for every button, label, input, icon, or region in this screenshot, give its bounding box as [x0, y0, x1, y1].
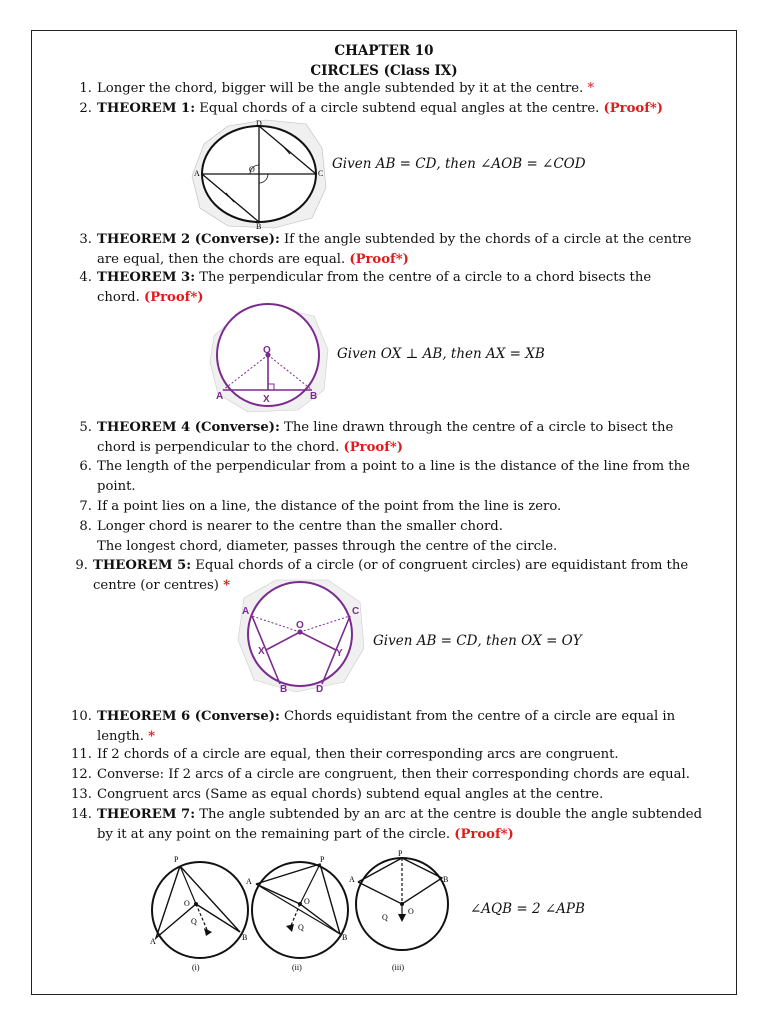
proof-marker: (Proof*) [454, 826, 514, 842]
list-item-number: 5. [79, 420, 92, 435]
list-item-line [97, 785, 603, 805]
list-item-line [97, 727, 155, 747]
label-b: B [242, 933, 248, 942]
label-x: X [258, 646, 265, 657]
item-text: If the angle subtended by the chords of a circle at the centre [279, 232, 692, 247]
item-text: chord. [97, 289, 144, 305]
item-text: Equal chords of a circle (or of congruent circles) are equidistant from the [191, 558, 689, 573]
item-text: The perpendicular from the centre of a circle to a chord bisects the [195, 270, 652, 285]
list-item-number: 13. [71, 787, 92, 802]
proof-marker: (Proof*) [349, 251, 409, 267]
list-item-line [97, 745, 619, 765]
item-text: centre (or centres) [93, 577, 224, 593]
label-q: Q [191, 917, 197, 926]
list-item-number: 9. [75, 558, 88, 573]
chapter-title: CHAPTER 10 [334, 43, 434, 59]
label-a: A [349, 875, 355, 884]
caption-fig1: Given 𝐴𝐵 = 𝐶𝐷, then ∠𝐴𝑂𝐵 = ∠𝐶𝑂𝐷 [332, 156, 586, 172]
list-item-line [97, 805, 702, 825]
item-text: The length of the perpendicular from a point to a line is the distance of the line from the [97, 459, 690, 474]
label-p: P [320, 855, 325, 864]
item-text: Longer the chord, bigger will be the angle subtended by it at the centre. [97, 81, 588, 96]
caption-fig2: Given 𝑂𝑋 ⊥ 𝐴𝐵, then 𝐴𝑋 = 𝑋𝐵 [337, 346, 545, 362]
circle-case-iii [349, 849, 448, 972]
sub-label-i: (i) [192, 963, 200, 972]
label-x: X [263, 394, 270, 405]
label-y: Y [336, 648, 343, 659]
label-q: Q [382, 913, 388, 922]
theorem-label: THEOREM 2 (Converse): [97, 232, 280, 247]
theorem-label: THEOREM 3: [97, 270, 196, 285]
circle-case-i [150, 855, 248, 972]
label-p: P [174, 855, 179, 864]
item-text: Longer chord is nearer to the centre than the smaller chord. [97, 519, 503, 534]
caption-fig3: Given 𝐴𝐵 = 𝐶𝐷, then 𝑂𝑋 = 𝑂𝑌 [373, 633, 582, 649]
caption-fig4: ∠𝐴𝑄𝐵 = 2 ∠𝐴𝑃𝐵 [470, 901, 585, 917]
list-item-line [97, 230, 692, 250]
label-p: P [398, 849, 403, 858]
item-text: If a point lies on a line, the distance of the point from the line is zero. [97, 499, 562, 514]
list-item-line [97, 497, 561, 517]
proof-marker: (Proof*) [603, 101, 664, 116]
item-text: Equal chords of a circle subtend equal angles at the centre. [195, 101, 604, 116]
item-text: The line drawn through the centre of a circle to bisect the [279, 420, 674, 435]
theorem-label: THEOREM 5: [93, 558, 192, 573]
list-item-line [93, 576, 230, 596]
label-o: O [184, 899, 190, 908]
list-item-line [97, 825, 514, 845]
figure-angle-at-centre [146, 848, 466, 978]
label-a: A [242, 606, 250, 617]
item-text: chord is perpendicular to the chord. [97, 439, 344, 455]
star-marker: * [587, 81, 595, 96]
list-item-number: 7. [79, 499, 92, 514]
proof-marker: * [148, 728, 156, 744]
item-text: Congruent arcs (Same as equal chords) subtend equal angles at the centre. [97, 787, 604, 802]
item-text: Chords equidistant from the centre of a circle are equal in [279, 709, 676, 724]
list-item-line [97, 250, 409, 270]
list-item-number: 12. [71, 767, 92, 782]
label-o: O [408, 907, 414, 916]
label-a: A [246, 877, 252, 886]
list-item-line [97, 268, 651, 288]
label-b: B [256, 222, 262, 231]
label-o: O [296, 620, 304, 631]
list-item-number: 8. [79, 519, 92, 534]
list-item-line [93, 556, 688, 576]
figure-equal-chords [188, 118, 328, 230]
item-text: are equal, then the chords are equal. [97, 251, 350, 267]
list-item-number: 10. [71, 709, 92, 724]
label-c: C [318, 169, 324, 178]
item-text: The angle subtended by an arc at the centre is double the angle subtended [195, 807, 703, 822]
label-a: A [150, 937, 156, 946]
list-item-number: 4. [79, 270, 92, 285]
item-text: length. [97, 728, 149, 744]
sub-label-ii: (ii) [292, 963, 302, 972]
item-text: Converse: If 2 arcs of a circle are congruent, then their corresponding chords are equal. [97, 767, 690, 782]
item-text: point. [97, 478, 136, 494]
proof-marker: (Proof*) [343, 439, 404, 455]
list-item-line [97, 477, 136, 497]
list-item-line [97, 99, 663, 119]
proof-marker: (Proof*) [143, 289, 204, 305]
label-b: B [443, 875, 449, 884]
label-o: O [249, 165, 255, 174]
theorem-label: THEOREM 4 (Converse): [97, 420, 280, 435]
list-item-number: 14. [71, 807, 92, 822]
list-item-line [97, 418, 673, 438]
label-q: Q [298, 923, 304, 932]
list-item-line [97, 438, 403, 458]
proof-marker: * [223, 577, 230, 593]
label-b: B [342, 933, 348, 942]
label-o: O [263, 345, 271, 356]
label-c: C [352, 606, 360, 617]
label-d: D [316, 684, 324, 695]
item-text: by it at any point on the remaining part of the circle. [97, 826, 455, 842]
chapter-subtitle: CIRCLES (Class IX) [310, 63, 458, 79]
list-item-line [97, 765, 690, 785]
figure-perpendicular-bisector [208, 306, 330, 414]
label-o: O [304, 897, 310, 906]
theorem-label: THEOREM 6 (Converse): [97, 709, 280, 724]
label-a: A [194, 169, 200, 178]
label-a: A [216, 391, 224, 402]
list-item-number: 1. [79, 81, 92, 96]
list-item-number: 3. [79, 232, 92, 247]
list-item-line [97, 457, 690, 477]
label-d: D [256, 119, 262, 128]
list-item-number: 11. [71, 747, 92, 762]
item-text: The longest chord, diameter, passes through the centre of the circle. [97, 538, 558, 554]
label-b: B [310, 391, 318, 402]
list-item-line [97, 537, 557, 557]
list-item-line [97, 79, 594, 99]
theorem-label: THEOREM 7: [97, 807, 196, 822]
item-text: If 2 chords of a circle are equal, then their corresponding arcs are congruent. [97, 747, 619, 762]
list-item-line [97, 288, 203, 308]
list-item-number: 2. [79, 101, 92, 116]
circle-case-ii [246, 855, 348, 972]
list-item-line [97, 707, 675, 727]
theorem-label: THEOREM 1: [97, 101, 196, 116]
label-b: B [280, 684, 288, 695]
sub-label-iii: (iii) [392, 963, 404, 972]
figure-equidistant-chords [236, 576, 366, 694]
list-item-number: 6. [79, 459, 92, 474]
list-item-line [97, 517, 503, 537]
